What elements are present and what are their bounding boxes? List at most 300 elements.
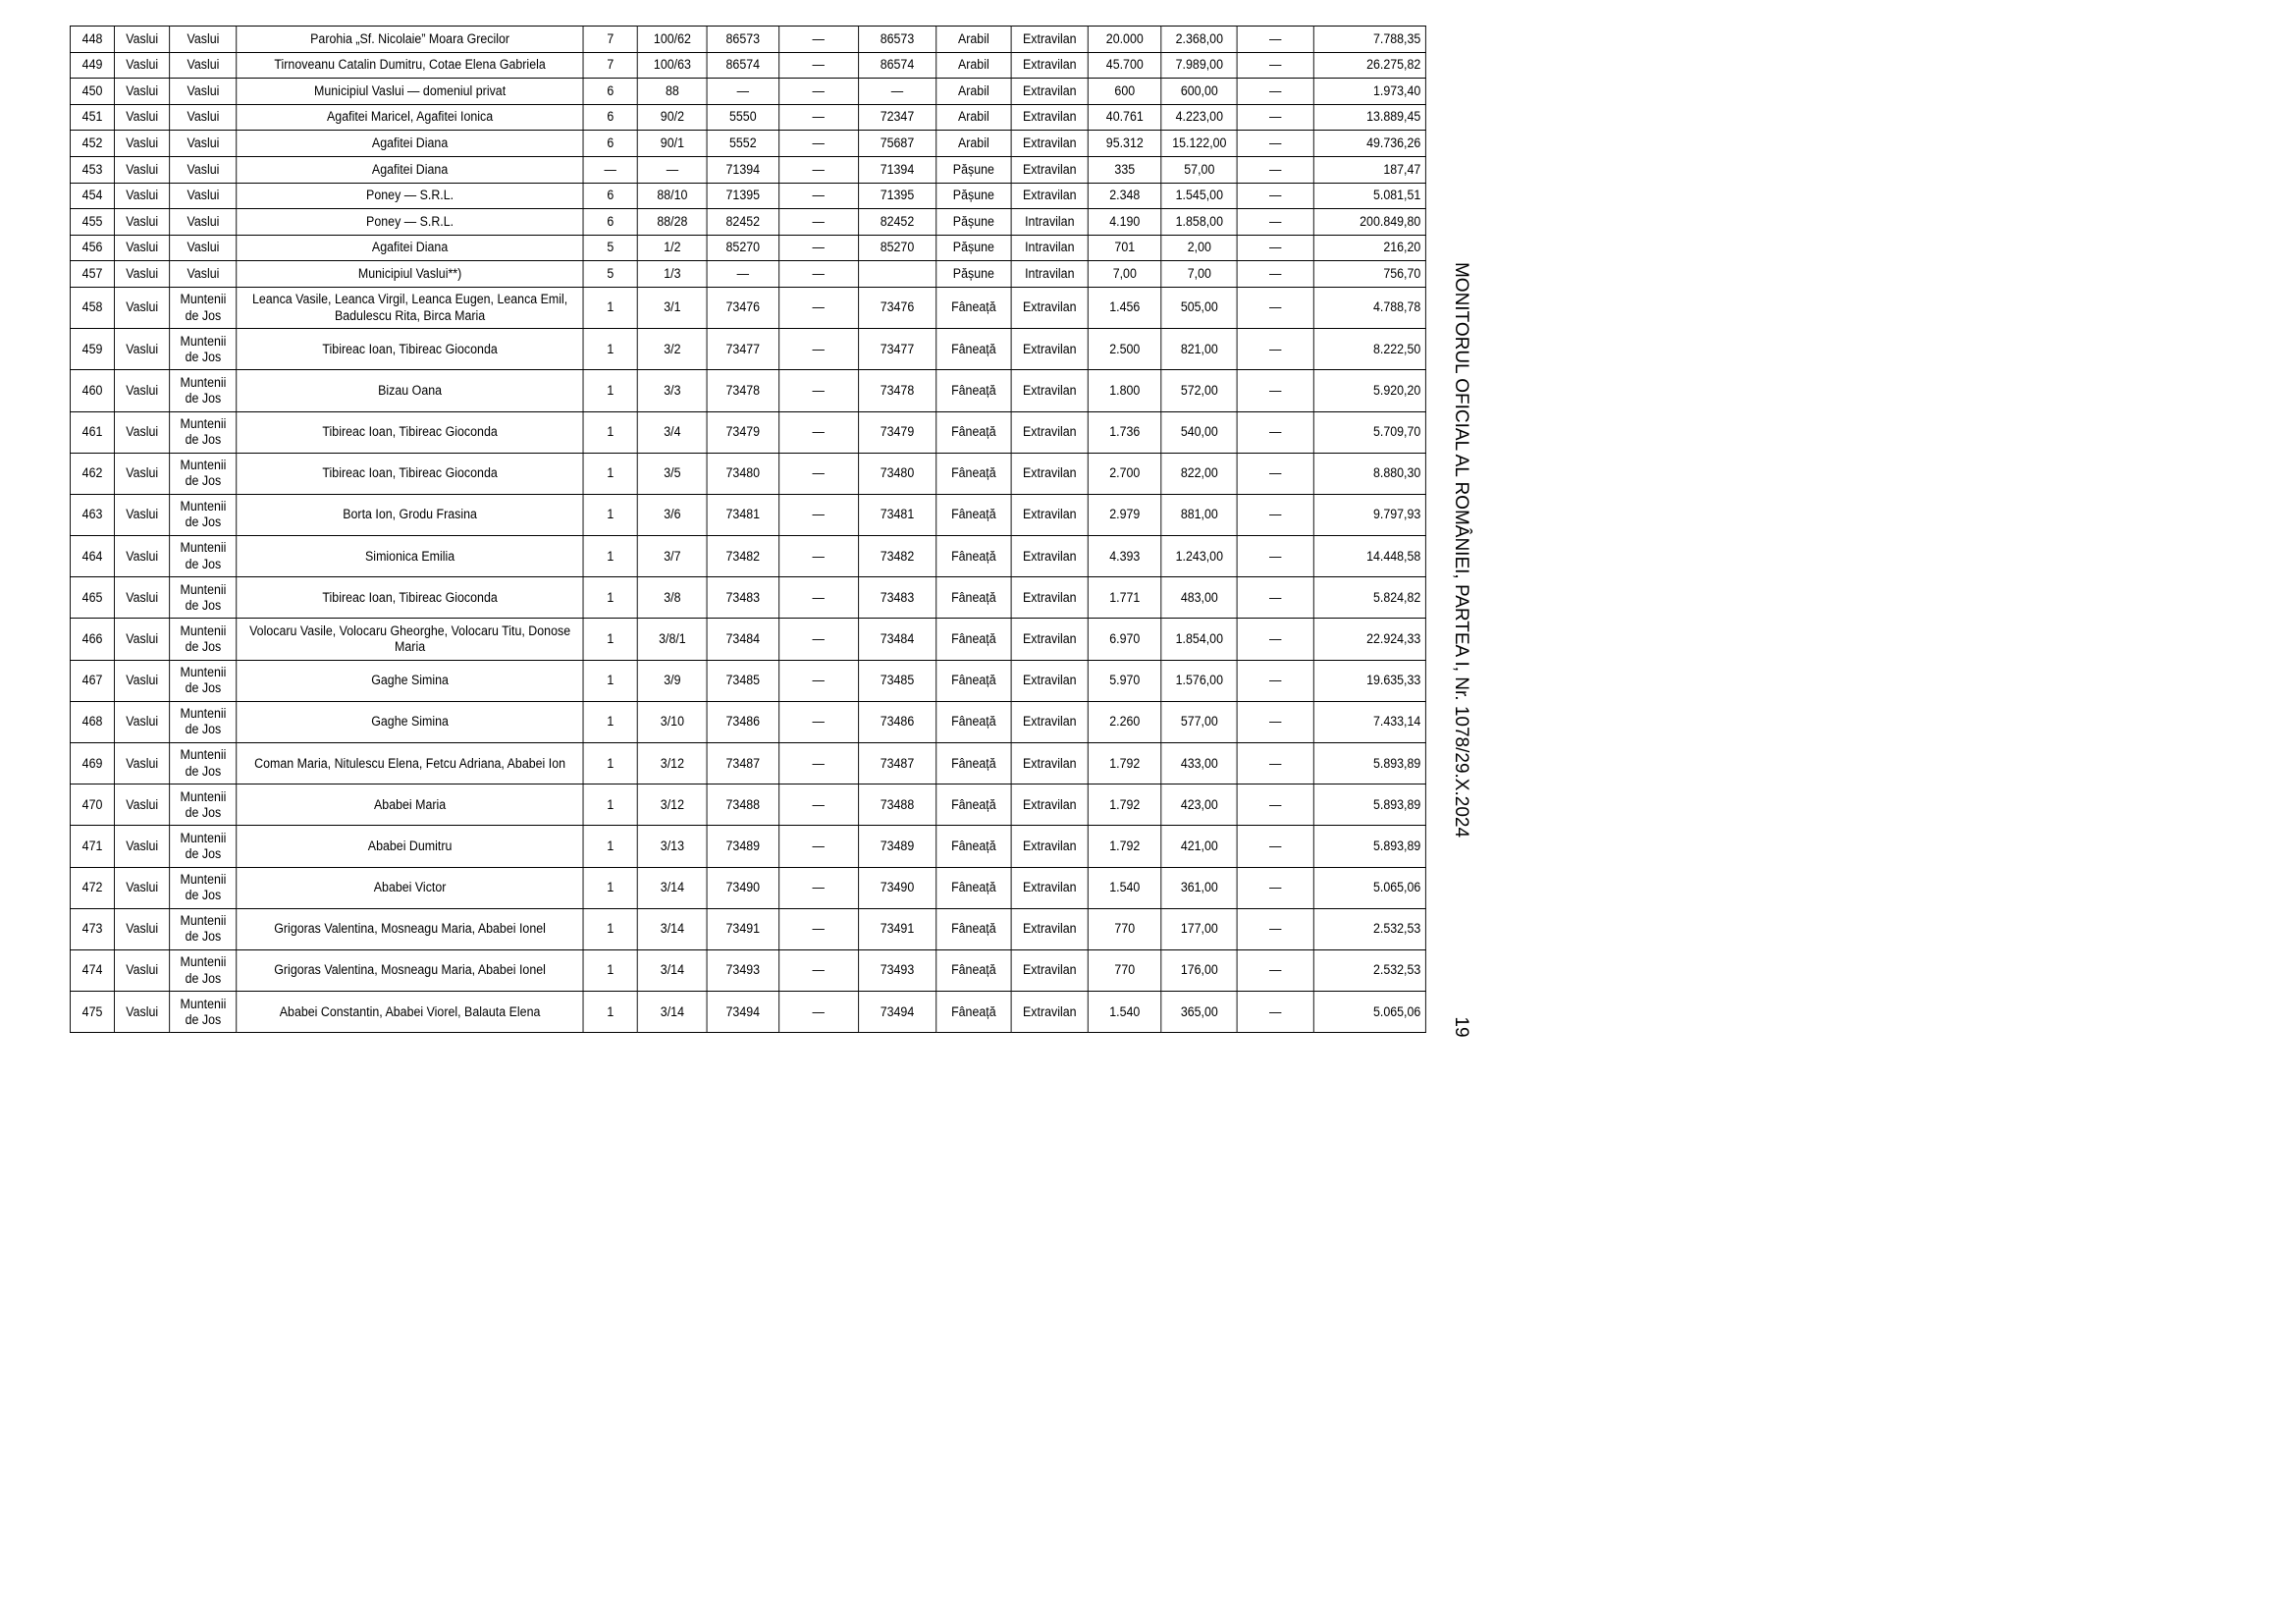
cell-zone: Extravilan [1011, 660, 1088, 701]
cell-use-category: Fâneață [936, 536, 1012, 577]
cell-uat: Muntenii de Jos [170, 867, 237, 908]
cell-county: Vaslui [115, 494, 170, 535]
cell-blank-col: — [1238, 235, 1313, 261]
cell-uat: Muntenii de Jos [170, 577, 237, 619]
cell-land-book: 73488 [858, 784, 935, 826]
table-row [70, 949, 1425, 991]
table-row [70, 27, 1425, 53]
cell-uat: Muntenii de Jos [170, 453, 237, 494]
cell-tarla: 1 [583, 370, 637, 411]
cell-tarla: 1 [583, 949, 637, 991]
cell-cadastral-number: 73481 [707, 494, 778, 535]
cell-compensation-value: 756,70 [1313, 261, 1425, 288]
cell-blank-col: — [1238, 209, 1313, 236]
cell-land-book [858, 261, 935, 288]
cell-blank-col: — [1238, 949, 1313, 991]
cell-cadastral-number: 73479 [707, 411, 778, 453]
cell-use-category: Arabil [936, 52, 1012, 79]
cell-tarla: 1 [583, 577, 637, 619]
cell-county: Vaslui [115, 27, 170, 53]
cell-use-category: Pășune [936, 209, 1012, 236]
cell-expropriated-area: 1.854,00 [1161, 619, 1237, 660]
cell-county: Vaslui [115, 784, 170, 826]
cell-land-book: 72347 [858, 104, 935, 131]
cell-county: Vaslui [115, 411, 170, 453]
cell-compensation-value: 5.709,70 [1313, 411, 1425, 453]
cell-total-area: 4.190 [1088, 209, 1161, 236]
cell-total-area: 20.000 [1088, 27, 1161, 53]
cell-blank-col: — [1238, 992, 1313, 1033]
cell-total-area: 4.393 [1088, 536, 1161, 577]
cell-nr-crt: 464 [70, 536, 114, 577]
cell-expropriated-area: 1.576,00 [1161, 660, 1237, 701]
cell-blank-col: — [1238, 701, 1313, 742]
cell-tarla: — [583, 156, 637, 183]
cell-land-book: 86574 [858, 52, 935, 79]
cell-cadastral-number: 73493 [707, 949, 778, 991]
cell-nr-crt: 448 [70, 27, 114, 53]
cell-compensation-value: 14.448,58 [1313, 536, 1425, 577]
cell-county: Vaslui [115, 453, 170, 494]
cell-total-area: 1.540 [1088, 867, 1161, 908]
cell-county: Vaslui [115, 79, 170, 105]
cell-uat: Muntenii de Jos [170, 287, 237, 328]
cell-compensation-value: 187,47 [1313, 156, 1425, 183]
cell-total-area: 1.456 [1088, 287, 1161, 328]
cell-tarla: 1 [583, 411, 637, 453]
table-row [70, 743, 1425, 784]
cell-owner: Poney — S.R.L. [237, 183, 583, 209]
cell-total-area: 770 [1088, 949, 1161, 991]
cell-nr-crt: 475 [70, 992, 114, 1033]
table-row [70, 826, 1425, 867]
cell-nr-crt: 458 [70, 287, 114, 328]
cell-total-area: 2.979 [1088, 494, 1161, 535]
table-row [70, 992, 1425, 1033]
cell-parcel: 3/14 [637, 867, 707, 908]
cell-blank-col: — [1238, 619, 1313, 660]
cell-uat: Muntenii de Jos [170, 908, 237, 949]
cell-parcel: 3/14 [637, 949, 707, 991]
cell-owner: Grigoras Valentina, Mosneagu Maria, Ababei Ionel [237, 949, 583, 991]
cell-parcel: 3/12 [637, 743, 707, 784]
cell-land-book-old: — [778, 867, 858, 908]
cell-owner: Tibireac Ioan, Tibireac Gioconda [237, 329, 583, 370]
cell-expropriated-area: 821,00 [1161, 329, 1237, 370]
cell-parcel: 3/1 [637, 287, 707, 328]
cell-land-book: 73493 [858, 949, 935, 991]
cell-blank-col: — [1238, 743, 1313, 784]
cell-zone: Extravilan [1011, 536, 1088, 577]
cell-owner: Agafitei Diana [237, 131, 583, 157]
cell-uat: Muntenii de Jos [170, 411, 237, 453]
cell-land-book-old: — [778, 131, 858, 157]
cell-tarla: 7 [583, 27, 637, 53]
cell-expropriated-area: 1.545,00 [1161, 183, 1237, 209]
cell-land-book: 73491 [858, 908, 935, 949]
cell-land-book-old: — [778, 453, 858, 494]
cell-land-book-old: — [778, 908, 858, 949]
cell-owner: Simionica Emilia [237, 536, 583, 577]
cell-land-book-old: — [778, 156, 858, 183]
table-row [70, 79, 1425, 105]
cell-total-area: 5.970 [1088, 660, 1161, 701]
cell-cadastral-number: 73488 [707, 784, 778, 826]
cell-compensation-value: 19.635,33 [1313, 660, 1425, 701]
cell-use-category: Fâneață [936, 329, 1012, 370]
cell-nr-crt: 463 [70, 494, 114, 535]
cell-land-book-old: — [778, 27, 858, 53]
cell-land-book-old: — [778, 536, 858, 577]
cell-land-book: 73481 [858, 494, 935, 535]
cell-uat: Vaslui [170, 27, 237, 53]
cell-blank-col: — [1238, 577, 1313, 619]
cell-expropriated-area: 361,00 [1161, 867, 1237, 908]
cell-zone: Intravilan [1011, 209, 1088, 236]
cell-use-category: Fâneață [936, 743, 1012, 784]
cell-expropriated-area: 1.858,00 [1161, 209, 1237, 236]
cell-nr-crt: 450 [70, 79, 114, 105]
cell-land-book-old: — [778, 826, 858, 867]
cell-owner: Ababei Maria [237, 784, 583, 826]
cell-zone: Extravilan [1011, 411, 1088, 453]
cell-zone: Extravilan [1011, 867, 1088, 908]
cell-land-book: 73480 [858, 453, 935, 494]
cell-use-category: Fâneață [936, 619, 1012, 660]
cell-owner: Grigoras Valentina, Mosneagu Maria, Ababei Ionel [237, 908, 583, 949]
cell-expropriated-area: 4.223,00 [1161, 104, 1237, 131]
cell-expropriated-area: 505,00 [1161, 287, 1237, 328]
cell-cadastral-number: — [707, 79, 778, 105]
cell-use-category: Fâneață [936, 494, 1012, 535]
cell-land-book: 75687 [858, 131, 935, 157]
cell-use-category: Pășune [936, 235, 1012, 261]
cell-expropriated-area: 572,00 [1161, 370, 1237, 411]
cell-zone: Extravilan [1011, 784, 1088, 826]
cell-total-area: 7,00 [1088, 261, 1161, 288]
cell-land-book-old: — [778, 992, 858, 1033]
cell-use-category: Fâneață [936, 287, 1012, 328]
cell-total-area: 2.260 [1088, 701, 1161, 742]
cell-county: Vaslui [115, 743, 170, 784]
cell-cadastral-number: 73483 [707, 577, 778, 619]
cell-tarla: 6 [583, 104, 637, 131]
cell-zone: Intravilan [1011, 235, 1088, 261]
cell-cadastral-number: 73480 [707, 453, 778, 494]
cell-land-book: — [858, 79, 935, 105]
cell-county: Vaslui [115, 867, 170, 908]
cell-nr-crt: 457 [70, 261, 114, 288]
cell-compensation-value: 5.824,82 [1313, 577, 1425, 619]
cell-cadastral-number: 82452 [707, 209, 778, 236]
cell-expropriated-area: 2,00 [1161, 235, 1237, 261]
cell-tarla: 6 [583, 209, 637, 236]
cell-total-area: 701 [1088, 235, 1161, 261]
cell-cadastral-number: 73494 [707, 992, 778, 1033]
cell-expropriated-area: 577,00 [1161, 701, 1237, 742]
cell-county: Vaslui [115, 370, 170, 411]
cell-tarla: 1 [583, 992, 637, 1033]
cell-land-book: 73489 [858, 826, 935, 867]
cell-compensation-value: 5.893,89 [1313, 784, 1425, 826]
cell-tarla: 7 [583, 52, 637, 79]
table-row [70, 619, 1425, 660]
cell-expropriated-area: 365,00 [1161, 992, 1237, 1033]
cell-land-book-old: — [778, 183, 858, 209]
cell-total-area: 1.771 [1088, 577, 1161, 619]
cell-blank-col: — [1238, 104, 1313, 131]
cell-owner: Agafitei Diana [237, 235, 583, 261]
cell-nr-crt: 455 [70, 209, 114, 236]
cell-cadastral-number: 86574 [707, 52, 778, 79]
cell-nr-crt: 452 [70, 131, 114, 157]
cell-uat: Vaslui [170, 104, 237, 131]
cell-county: Vaslui [115, 156, 170, 183]
cell-zone: Extravilan [1011, 577, 1088, 619]
cell-uat: Vaslui [170, 131, 237, 157]
table-row [70, 411, 1425, 453]
cell-uat: Vaslui [170, 261, 237, 288]
cell-land-book: 73482 [858, 536, 935, 577]
cell-total-area: 40.761 [1088, 104, 1161, 131]
cell-uat: Muntenii de Jos [170, 619, 237, 660]
cell-tarla: 6 [583, 131, 637, 157]
cell-nr-crt: 470 [70, 784, 114, 826]
cell-blank-col: — [1238, 156, 1313, 183]
cell-total-area: 1.540 [1088, 992, 1161, 1033]
cell-cadastral-number: 73476 [707, 287, 778, 328]
cell-zone: Extravilan [1011, 992, 1088, 1033]
cell-blank-col: — [1238, 494, 1313, 535]
cell-parcel: 88/10 [637, 183, 707, 209]
cell-land-book: 73494 [858, 992, 935, 1033]
cell-blank-col: — [1238, 908, 1313, 949]
table-row [70, 209, 1425, 236]
cell-use-category: Pășune [936, 183, 1012, 209]
cell-county: Vaslui [115, 826, 170, 867]
cell-expropriated-area: 433,00 [1161, 743, 1237, 784]
cell-blank-col: — [1238, 183, 1313, 209]
cell-tarla: 1 [583, 867, 637, 908]
cell-nr-crt: 449 [70, 52, 114, 79]
cell-total-area: 770 [1088, 908, 1161, 949]
cell-parcel: 1/3 [637, 261, 707, 288]
cell-parcel: 3/13 [637, 826, 707, 867]
cell-land-book: 85270 [858, 235, 935, 261]
cell-tarla: 1 [583, 453, 637, 494]
cell-use-category: Fâneață [936, 453, 1012, 494]
cell-zone: Extravilan [1011, 27, 1088, 53]
cell-land-book-old: — [778, 784, 858, 826]
cell-zone: Extravilan [1011, 156, 1088, 183]
cell-parcel: 3/4 [637, 411, 707, 453]
cell-tarla: 1 [583, 536, 637, 577]
cell-owner: Borta Ion, Grodu Frasina [237, 494, 583, 535]
cell-use-category: Arabil [936, 104, 1012, 131]
table-row [70, 261, 1425, 288]
publication-header: MONITORUL OFICIAL AL ROMÂNIEI, PARTEA I, Nr. 1078/29.X.2024 [1451, 261, 1471, 839]
cell-nr-crt: 454 [70, 183, 114, 209]
cell-parcel: 3/10 [637, 701, 707, 742]
cell-cadastral-number: 73477 [707, 329, 778, 370]
cell-owner: Municipiul Vaslui**) [237, 261, 583, 288]
cell-land-book-old: — [778, 329, 858, 370]
cell-nr-crt: 474 [70, 949, 114, 991]
cell-county: Vaslui [115, 52, 170, 79]
cell-blank-col: — [1238, 660, 1313, 701]
cell-parcel: 1/2 [637, 235, 707, 261]
cell-zone: Intravilan [1011, 261, 1088, 288]
cell-tarla: 5 [583, 235, 637, 261]
table-row [70, 908, 1425, 949]
cell-total-area: 2.700 [1088, 453, 1161, 494]
page-number: 19 [1451, 1016, 1471, 1038]
cell-cadastral-number: 73490 [707, 867, 778, 908]
cell-parcel: 88/28 [637, 209, 707, 236]
cell-cadastral-number: 73486 [707, 701, 778, 742]
cell-expropriated-area: 7.989,00 [1161, 52, 1237, 79]
cell-expropriated-area: 2.368,00 [1161, 27, 1237, 53]
cell-use-category: Arabil [936, 27, 1012, 53]
table-row [70, 156, 1425, 183]
cell-uat: Muntenii de Jos [170, 494, 237, 535]
cell-compensation-value: 1.973,40 [1313, 79, 1425, 105]
cell-compensation-value: 200.849,80 [1313, 209, 1425, 236]
cell-uat: Muntenii de Jos [170, 743, 237, 784]
cell-parcel: 3/9 [637, 660, 707, 701]
cell-blank-col: — [1238, 79, 1313, 105]
cell-owner: Gaghe Simina [237, 660, 583, 701]
cell-county: Vaslui [115, 992, 170, 1033]
table-row [70, 784, 1425, 826]
cell-parcel: 3/14 [637, 908, 707, 949]
cell-county: Vaslui [115, 701, 170, 742]
cell-land-book: 73478 [858, 370, 935, 411]
cell-blank-col: — [1238, 131, 1313, 157]
cell-zone: Extravilan [1011, 949, 1088, 991]
cell-blank-col: — [1238, 287, 1313, 328]
cell-nr-crt: 465 [70, 577, 114, 619]
cell-compensation-value: 2.532,53 [1313, 949, 1425, 991]
cell-county: Vaslui [115, 287, 170, 328]
cell-compensation-value: 5.920,20 [1313, 370, 1425, 411]
cell-land-book-old: — [778, 261, 858, 288]
cell-county: Vaslui [115, 261, 170, 288]
cell-expropriated-area: 177,00 [1161, 908, 1237, 949]
cell-owner: Poney — S.R.L. [237, 209, 583, 236]
cell-parcel: — [637, 156, 707, 183]
cell-uat: Muntenii de Jos [170, 701, 237, 742]
cell-land-book-old: — [778, 411, 858, 453]
cell-expropriated-area: 600,00 [1161, 79, 1237, 105]
cell-owner: Tirnoveanu Catalin Dumitru, Cotae Elena Gabriela [237, 52, 583, 79]
table-body [70, 27, 1425, 1033]
cell-nr-crt: 471 [70, 826, 114, 867]
cell-tarla: 1 [583, 701, 637, 742]
cell-cadastral-number: 85270 [707, 235, 778, 261]
cell-tarla: 1 [583, 287, 637, 328]
cell-uat: Vaslui [170, 156, 237, 183]
cell-parcel: 3/6 [637, 494, 707, 535]
cell-blank-col: — [1238, 261, 1313, 288]
cell-use-category: Fâneață [936, 411, 1012, 453]
cell-uat: Vaslui [170, 79, 237, 105]
cell-owner: Leanca Vasile, Leanca Virgil, Leanca Eugen, Leanca Emil, Badulescu Rita, Birca Maria [237, 287, 583, 328]
cell-uat: Vaslui [170, 52, 237, 79]
cell-nr-crt: 473 [70, 908, 114, 949]
cell-expropriated-area: 423,00 [1161, 784, 1237, 826]
cell-use-category: Fâneață [936, 826, 1012, 867]
cell-total-area: 6.970 [1088, 619, 1161, 660]
cell-land-book: 73483 [858, 577, 935, 619]
cell-total-area: 2.500 [1088, 329, 1161, 370]
cell-parcel: 3/8 [637, 577, 707, 619]
cell-land-book: 73487 [858, 743, 935, 784]
cell-county: Vaslui [115, 949, 170, 991]
cell-blank-col: — [1238, 329, 1313, 370]
cell-tarla: 6 [583, 183, 637, 209]
cell-tarla: 1 [583, 494, 637, 535]
cell-total-area: 600 [1088, 79, 1161, 105]
cell-county: Vaslui [115, 104, 170, 131]
cell-expropriated-area: 540,00 [1161, 411, 1237, 453]
cell-land-book-old: — [778, 104, 858, 131]
cell-use-category: Pășune [936, 156, 1012, 183]
cell-county: Vaslui [115, 908, 170, 949]
cell-parcel: 3/7 [637, 536, 707, 577]
cell-tarla: 1 [583, 784, 637, 826]
table-row [70, 52, 1425, 79]
cell-owner: Coman Maria, Nitulescu Elena, Fetcu Adriana, Ababei Ion [237, 743, 583, 784]
cell-land-book-old: — [778, 370, 858, 411]
cell-blank-col: — [1238, 370, 1313, 411]
cell-blank-col: — [1238, 826, 1313, 867]
cell-owner: Tibireac Ioan, Tibireac Gioconda [237, 577, 583, 619]
cell-land-book-old: — [778, 494, 858, 535]
cell-use-category: Fâneață [936, 867, 1012, 908]
cell-uat: Muntenii de Jos [170, 536, 237, 577]
cell-compensation-value: 8.222,50 [1313, 329, 1425, 370]
cell-use-category: Fâneață [936, 660, 1012, 701]
cell-expropriated-area: 881,00 [1161, 494, 1237, 535]
cell-cadastral-number: 86573 [707, 27, 778, 53]
cell-parcel: 90/1 [637, 131, 707, 157]
cell-parcel: 100/62 [637, 27, 707, 53]
cell-nr-crt: 451 [70, 104, 114, 131]
cell-compensation-value: 5.065,06 [1313, 867, 1425, 908]
cell-zone: Extravilan [1011, 287, 1088, 328]
cell-tarla: 1 [583, 660, 637, 701]
cell-parcel: 3/5 [637, 453, 707, 494]
cell-use-category: Fâneață [936, 784, 1012, 826]
cell-parcel: 100/63 [637, 52, 707, 79]
cell-cadastral-number: 73478 [707, 370, 778, 411]
cell-use-category: Fâneață [936, 577, 1012, 619]
cell-use-category: Fâneață [936, 992, 1012, 1033]
table-row [70, 235, 1425, 261]
cell-compensation-value: 26.275,82 [1313, 52, 1425, 79]
table-row [70, 867, 1425, 908]
cell-nr-crt: 472 [70, 867, 114, 908]
cell-county: Vaslui [115, 536, 170, 577]
cell-owner: Municipiul Vaslui — domeniul privat [237, 79, 583, 105]
table-row [70, 453, 1425, 494]
cell-land-book-old: — [778, 743, 858, 784]
cell-zone: Extravilan [1011, 131, 1088, 157]
cell-land-book: 73484 [858, 619, 935, 660]
cell-blank-col: — [1238, 27, 1313, 53]
cell-owner: Tibireac Ioan, Tibireac Gioconda [237, 411, 583, 453]
